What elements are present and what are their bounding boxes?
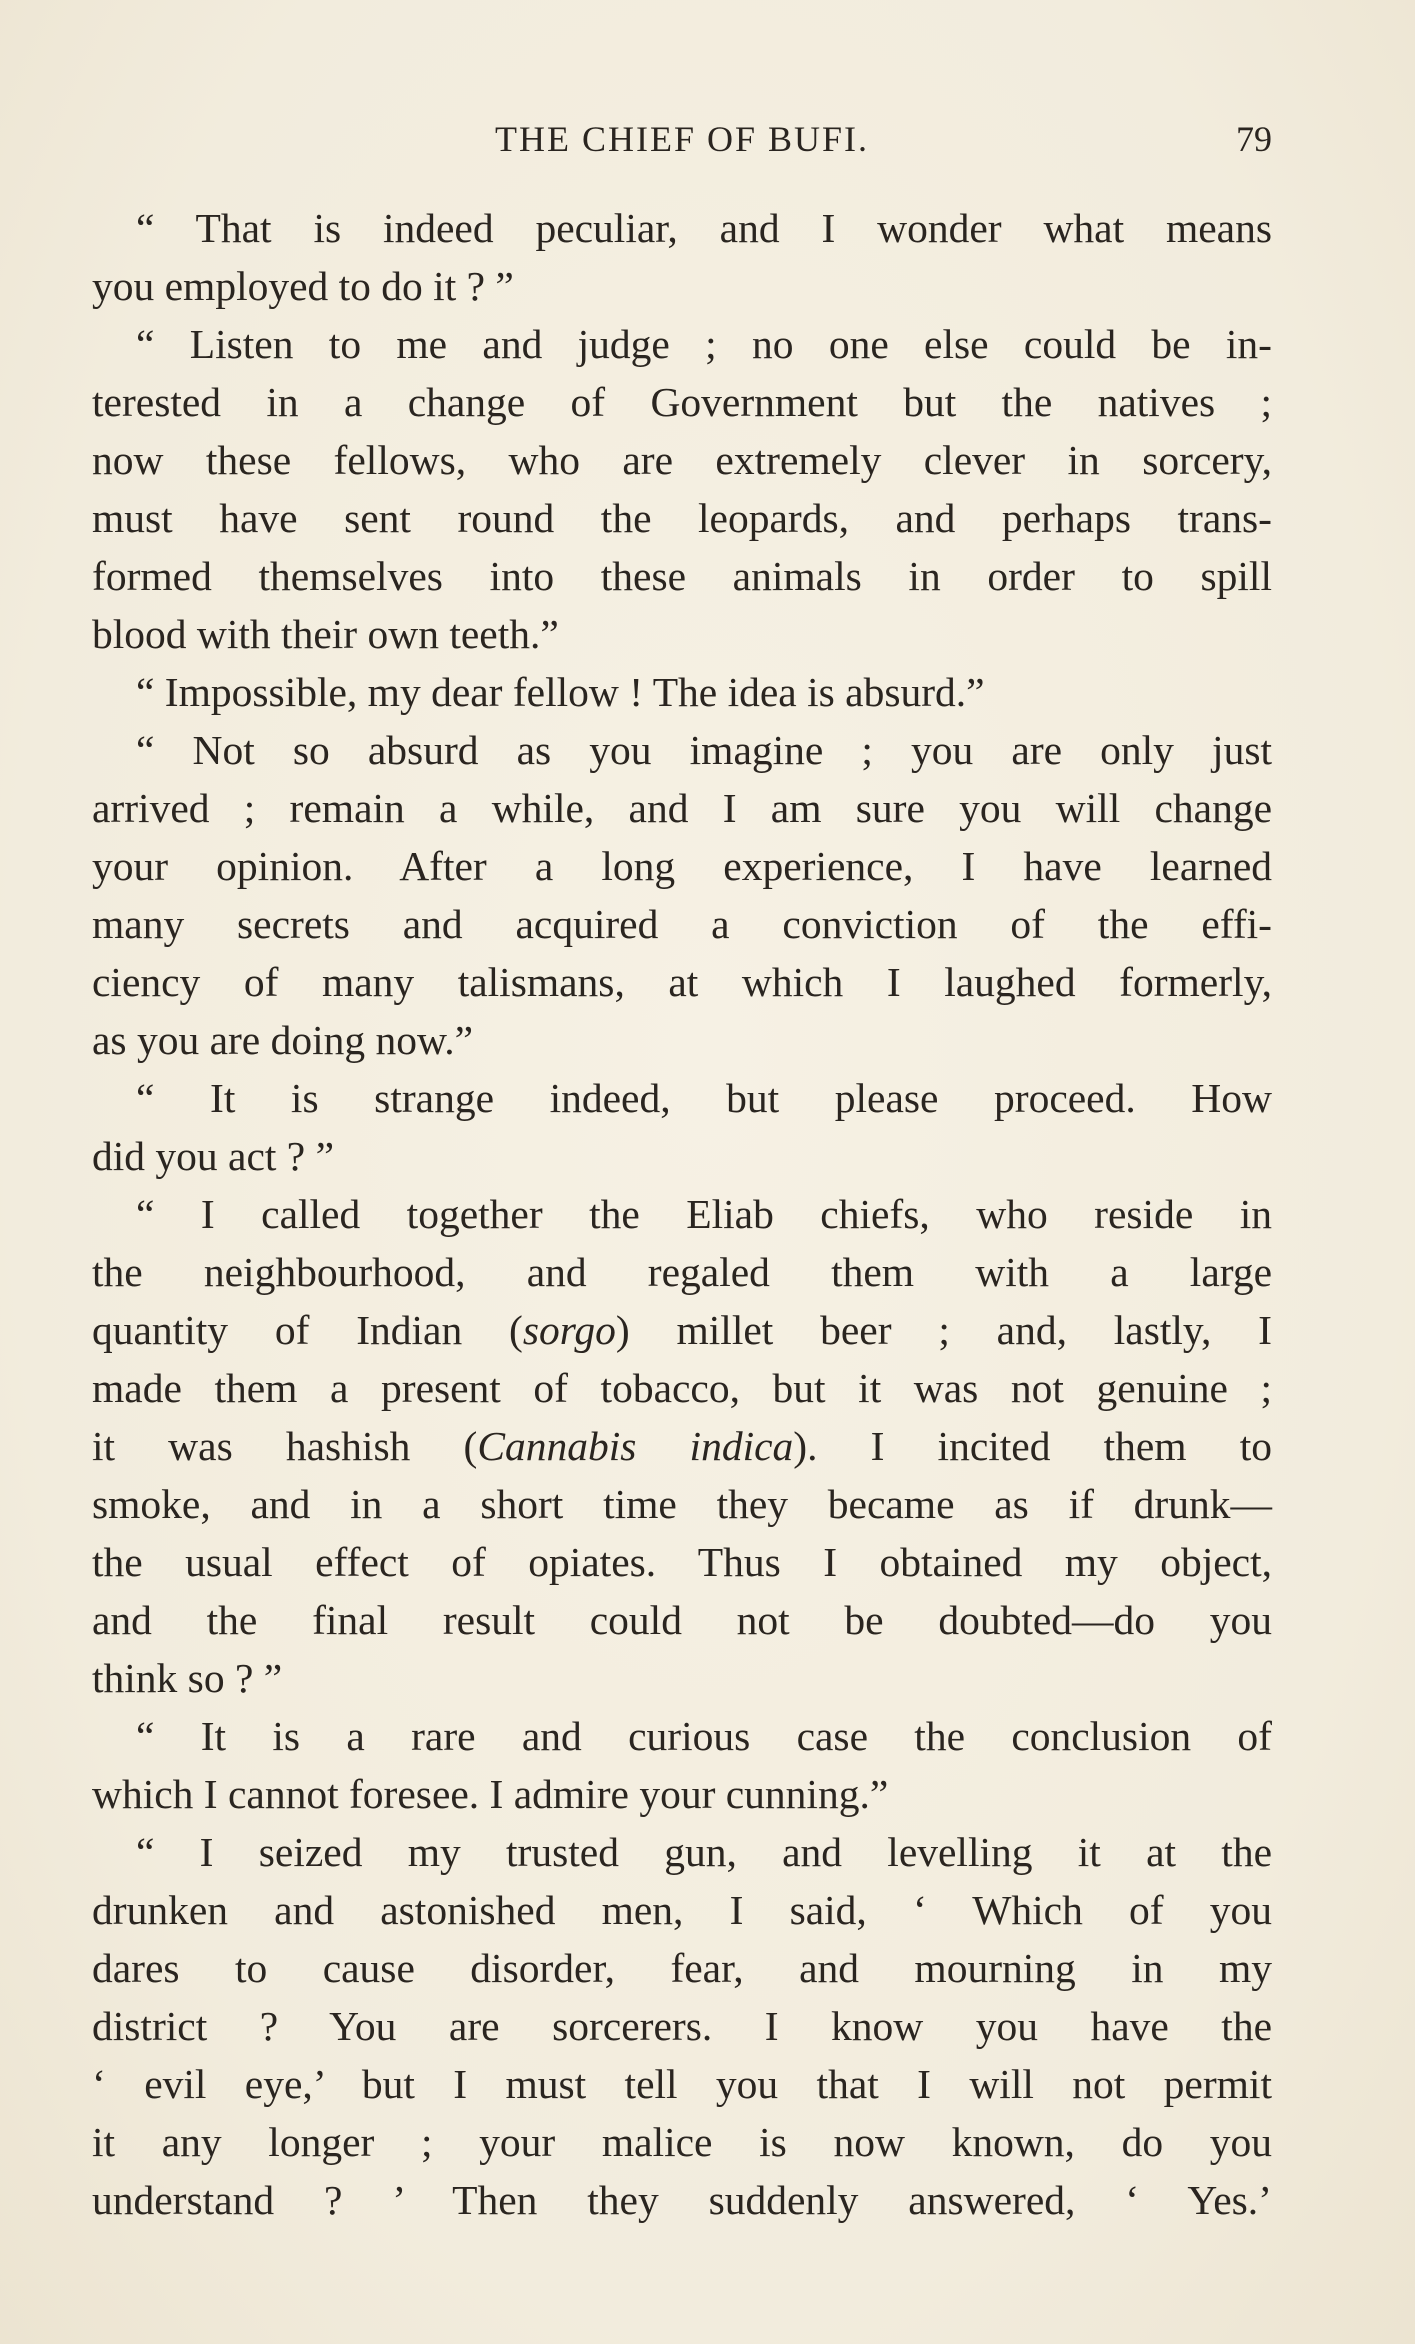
body-text [92,199,1272,2229]
text-line: as you are doing now.” [92,1017,474,1063]
text-line: many secrets and acquired a conviction of the effi- [92,901,1272,947]
text-line: did you act ? ” [92,1133,334,1179]
text-segment: it was hashish ( [92,1423,478,1469]
text-line: district ? You are sorcerers. I know you have the [92,2003,1272,2049]
italic-term: Cannabis indica [477,1423,794,1469]
text-line: terested in a change of Government but the natives ; [92,379,1272,425]
text-line: the usual effect of opiates. Thus I obtained my object, [92,1539,1272,1585]
page-number: 79 [1236,119,1272,159]
text-segment: quantity of Indian ( [92,1307,523,1353]
text-line: ciency of many talismans, at which I laughed formerly, [92,959,1272,1005]
text-line: “ It is strange indeed, but please proceed. How [136,1075,1272,1121]
text-line: formed themselves into these animals in order to spill [92,553,1272,599]
text-line: the neighbourhood, and regaled them with a large [92,1249,1272,1295]
text-line: smoke, and in a short time they became as if drunk— [92,1481,1272,1527]
text-line-with-italic [92,1301,1272,1359]
text-line: made them a present of tobacco, but it was not genuine ; [92,1365,1272,1411]
text-line: which I cannot foresee. I admire your cunning.” [92,1771,889,1817]
text-line: “ Listen to me and judge ; no one else could be in- [136,321,1272,367]
text-line: dares to cause disorder, fear, and mourning in my [92,1945,1272,1991]
text-line: “ I seized my trusted gun, and levelling it at the [136,1829,1272,1875]
text-line: it any longer ; your malice is now known, do you [92,2119,1272,2165]
text-line: your opinion. After a long experience, I have learned [92,843,1272,889]
italic-term: sorgo [522,1307,616,1353]
text-line-with-italic [92,1417,1272,1475]
text-line: “ I called together the Eliab chiefs, who reside in [136,1191,1272,1237]
text-line: arrived ; remain a while, and I am sure you will change [92,785,1272,831]
text-line: ‘ evil eye,’ but I must tell you that I will not permit [92,2061,1272,2107]
text-segment: ) millet beer ; and, lastly, I [615,1307,1272,1353]
text-line: “ Not so absurd as you imagine ; you are only just [136,727,1272,773]
text-line: blood with their own teeth.” [92,611,559,657]
text-line: think so ? ” [92,1655,283,1701]
text-line: must have sent round the leopards, and perhaps trans- [92,495,1272,541]
text-segment: ). I incited them to [793,1423,1272,1469]
text-line: “ It is a rare and curious case the conclusion of [136,1713,1272,1759]
text-line: “ Impossible, my dear fellow ! The idea is absurd.” [136,669,985,715]
text-line: drunken and astonished men, I said, ‘ Which of you [92,1887,1272,1933]
page-header [92,118,1272,166]
text-line: and the final result could not be doubted—do you [92,1597,1272,1643]
text-line: now these fellows, who are extremely clever in sorcery, [92,437,1272,483]
text-line: “ That is indeed peculiar, and I wonder what means [136,205,1272,251]
text-line: you employed to do it ? ” [92,263,514,309]
running-head: THE CHIEF OF BUFI. [494,119,870,159]
text-line: understand ? ’ Then they suddenly answered, ‘ Yes.’ [92,2177,1272,2223]
